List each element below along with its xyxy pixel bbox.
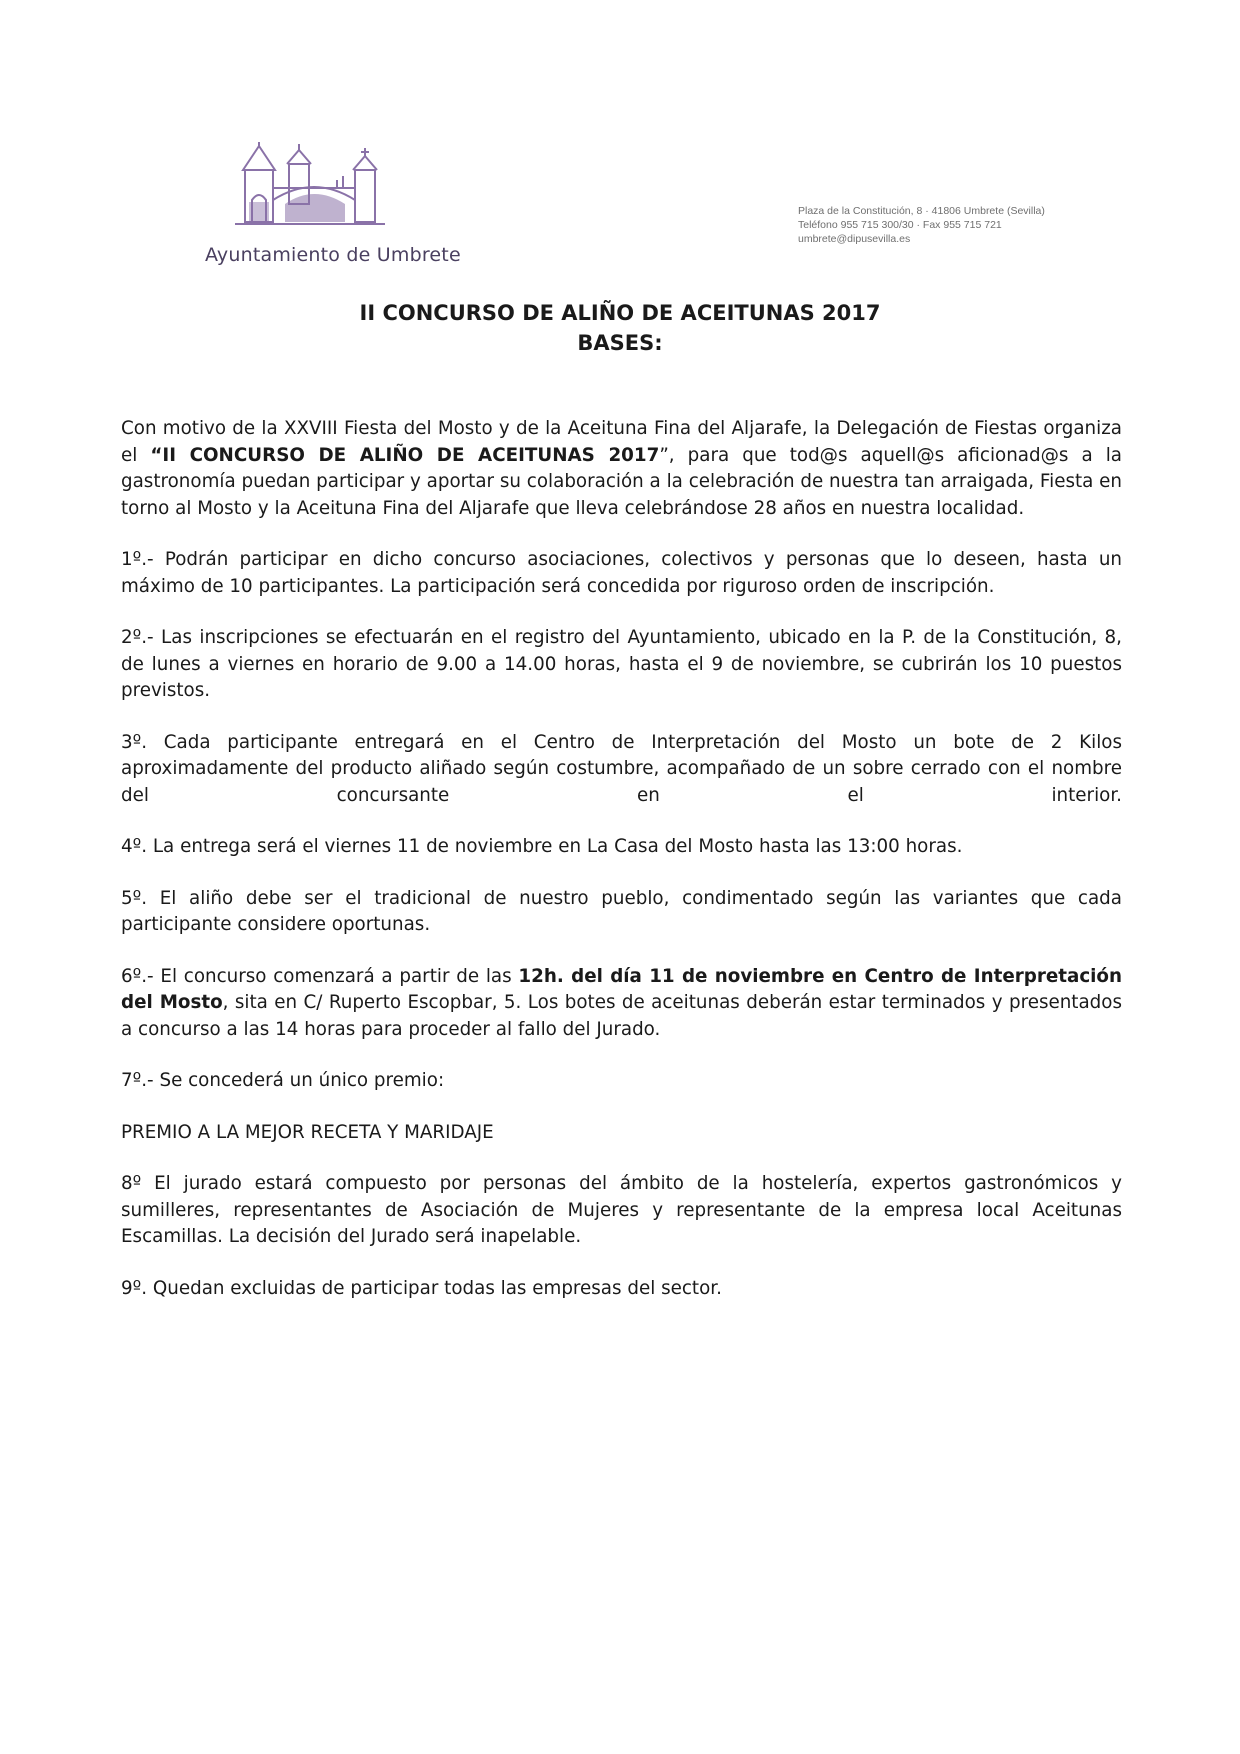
municipal-logo [205, 140, 461, 272]
organization-name: Ayuntamiento de Umbrete [205, 244, 461, 266]
rule-6 [121, 964, 1122, 1044]
rule-7: 7º.- Se concederá un único premio: [121, 1070, 445, 1091]
prize-line: PREMIO A LA MEJOR RECETA Y MARIDAJE [121, 1121, 494, 1143]
rule-6-text: 6º.- El concurso comenzará a partir de las [121, 965, 519, 987]
rule-6-datetime: 12h. del día 11 de noviembre en Centro de Interpretación del Mosto [121, 965, 1122, 1013]
intro-text-cont: ”, para que tod@s aquell@s aficionad@s a la gastronomía puedan participar y aportar su colaboración a la celebración de nuestra tan arraigada, Fiesta en torno al Mosto y la Aceituna Fina del Aljarafe que lleva celebrándose 28 años en nuestra localidad. [121, 444, 1122, 519]
title-line-1: II CONCURSO DE ALIÑO DE ACEITUNAS 2017 [359, 301, 881, 325]
address: Plaza de la Constitución, 8 · 41806 Umbrete (Sevilla) [798, 205, 1045, 217]
intro-paragraph [121, 416, 1122, 522]
rule-1: 1º.- Podrán participar en dicho concurso asociaciones, colectivos y personas que lo deseen, hasta un máximo de 10 participantes. La participación será concedida por riguroso orden de inscripción. [121, 549, 1122, 597]
rule-5: 5º. El aliño debe ser el tradicional de nuestro pueblo, condimentado según las variantes que cada participante considere oportunas. [121, 887, 1122, 935]
rule-3: 3º. Cada participante entregará en el Centro de Interpretación del Mosto un bote de 2 Kilos aproximadamente del producto aliñado según costumbre, acompañado de un sobre cerrado con el nombre del concursante en el interior. [121, 731, 1122, 806]
email: umbrete@dipusevilla.es [798, 233, 911, 245]
rule-8: 8º El jurado estará compuesto por personas del ámbito de la hostelería, expertos gastronómicos y sumilleres, representantes de Asociación de Mujeres y representante de la empresa local Aceitunas Escamillas. La decisión del Jurado será inapelable. [121, 1173, 1122, 1247]
rule-2: 2º.- Las inscripciones se efectuarán en el registro del Ayuntamiento, ubicado en la P. de la Constitución, 8, de lunes a viernes en horario de 9.00 a 14.00 horas, hasta el 9 de noviembre, se cubrirán los 10 puestos previstos. [121, 627, 1122, 701]
contest-name: “II CONCURSO DE ALIÑO DE ACEITUNAS 2017 [150, 444, 660, 466]
phone-fax: Teléfono 955 715 300/30 · Fax 955 715 721 [798, 219, 1002, 231]
rule-6-text-cont: , sita en C/ Ruperto Escopbar, 5. Los botes de aceitunas deberán estar terminados y presentados a concurso a las 14 horas para proceder al fallo del Jurado. [121, 992, 1122, 1040]
rule-4: 4º. La entrega será el viernes 11 de noviembre en La Casa del Mosto hasta las 13:00 horas. [121, 836, 963, 857]
town-emblem-icon [225, 140, 395, 240]
document-body [121, 416, 1122, 1327]
contact-block [798, 204, 1045, 246]
title-line-2: BASES: [577, 331, 663, 355]
rule-9: 9º. Quedan excluidas de participar todas las empresas del sector. [121, 1277, 722, 1299]
document-title [0, 298, 1240, 358]
intro-text: Con motivo de la XXVIII Fiesta del Mosto y de la Aceituna Fina del Aljarafe, la Delegación de Fiestas organiza el [121, 418, 1122, 466]
